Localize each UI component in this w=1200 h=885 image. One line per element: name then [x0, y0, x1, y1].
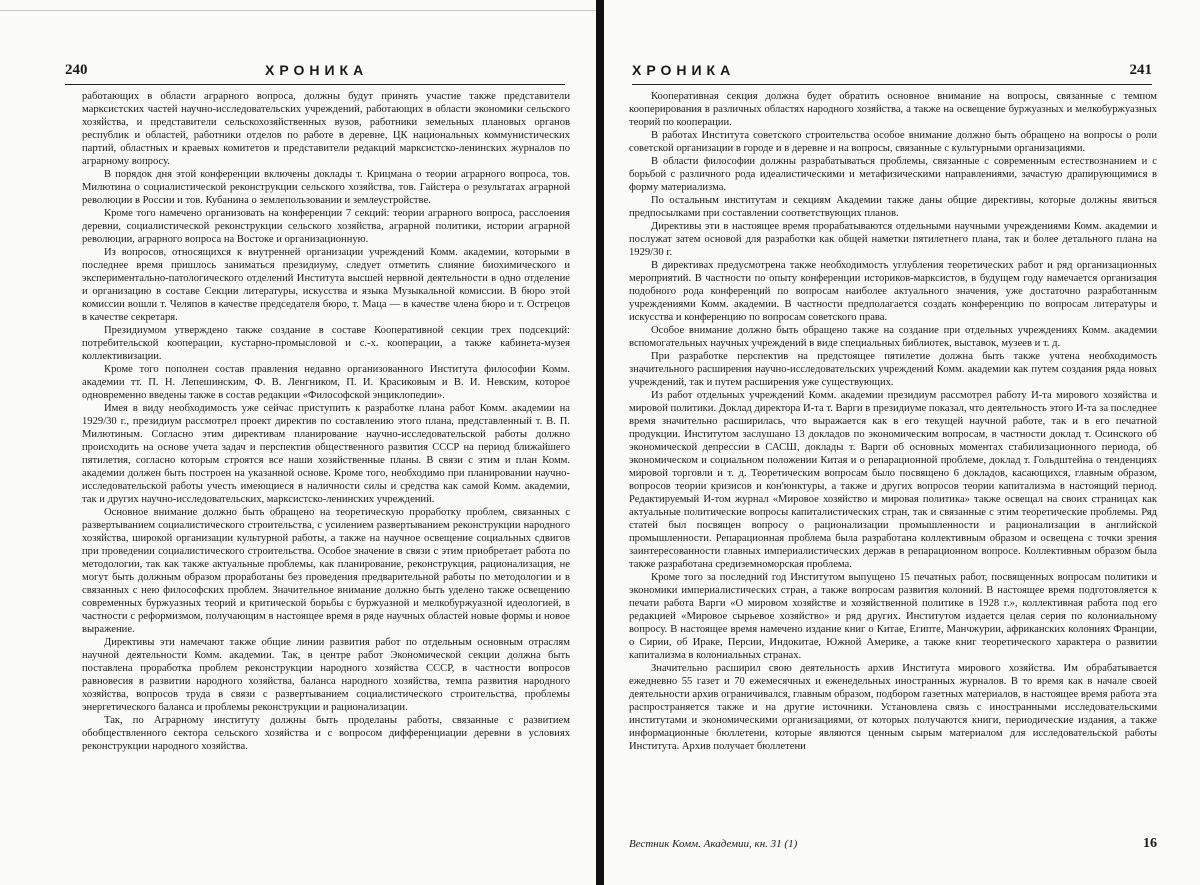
- paragraph: Так, по Аграрному институту должны быть проделаны работы, связанные с развитием обобществленного сектора сельского хозяйства и с вопросом дифференциации деревни в условиях реконструкции народного хозяйства.: [82, 715, 570, 752]
- paragraph: Директивы эти в настоящее время прорабатываются отдельными научными учреждениями Комм. академии и послужат затем основой для разработки как общей наметки пятилетнего плана, так и более детального плана на 1929/30 г.: [629, 221, 1157, 258]
- paragraph: В порядок дня этой конференции включены доклады т. Крицмана о теории аграрного вопроса, тов. Милютина о социалистической реконструкции сельского хозяйства, тов. Гайстера о результатах аграрной революции в России и тов. Кубанина о землепользовании и землеустройстве.: [82, 169, 570, 206]
- scan-edge: [0, 10, 596, 11]
- paragraph: Особое внимание должно быть обращено также на создание при отдельных учреждениях Комм. академии вспомогательных научных учреждений в виде специальных библиотек, выставок, музеев и т. д.: [629, 325, 1157, 349]
- paragraph: В области философии должны разрабатываться проблемы, связанные с современным естествознанием и с борьбой с различного рода идеалистическими и метафизическими направлениями, зачастую драпирующимися в форму материализма.: [629, 156, 1157, 193]
- paragraph: Из работ отдельных учреждений Комм. академии президиум рассмотрел работу И-та мирового хозяйства и мировой политики. Доклад директора И-та т. Варги в президиуме показал, что деятельность этого И-та за последнее время значительно расширилась, что выражается как в его текущей научной работе, так и в его печатной продукции. Институтом заслушано 13 докладов по экономическим вопросам, в частности доклад т. Осинского об экономической депрессии в САСШ, доклады т. Варги об основных моментах стабилизационного периода, об экономическом и социальном положении Китая и о репарационной проблеме, доклад т. Гольдштейна о тенденциях мировой торговли и т. д. Теоретическим вопросам было посвящено 6 докладов, касающихся, главным образом, вопросов теории кризисов и кон'юнктуры, а также и других вопросов теории капитализма в настоящий период. Редактируемый И-том журнал «Мировое хозяйство и мировая политика» также освещал на своих страницах как актуальные политические вопросы капиталистических стран, так и связанные с этим теоретические проблемы. Ряд статей был посвящен вопросу о рационализации промышленности и рационализации в английской промышленности. Репарационная проблема была разработана коллективным образом и освещена с точки зрения заинтересованности главных империалистических держав в репарационном вопросе. Коллективным образом была также разработана средиземноморская проблема.: [629, 390, 1157, 570]
- right-page-header: [632, 62, 1152, 85]
- paragraph: Директивы эти намечают также общие линии развития работ по отдельным основным отраслям научной деятельности Комм. академии. Так, в центре работ Экономической секции должна быть поставлена проработка проблем реконструкции народного хозяйства СССР, в частности вопросов равновесия в развитии народного хозяйства, баланса народного хозяйства, темпа развития народного хозяйства, вопросов труда в связи с развертыванием социалистического строительства, проблемы энергетического баланса и проблемы реконструкции и рационализации.: [82, 637, 570, 713]
- page-number: 241: [1129, 62, 1152, 78]
- paragraph: По остальным институтам и секциям Академии также даны общие директивы, которые должны явиться предпосылками при составлении соответствующих планов.: [629, 195, 1157, 219]
- paragraph: Кроме того за последний год Институтом выпущено 15 печатных работ, посвященных вопросам политики и экономики империалистических стран, а также вопросам развития колоний. В настоящее время подготовляется к печати работа Варги «О мировом хозяйстве и хозяйственной политике в 1928 г.», коллективная работа под его редакцией «Мировое сырьевое хозяйство» и ряд других. Институтом издается целая серия по колониальному вопросу. В настоящее время намечено издание книг о Китае, Египте, Манчжурии, африканских колониях Франции, о Сирии, об Ираке, Персии, Индокитае, Южной Америке, а также книг теоретического характера о развитии капитализма в колониальных странах.: [629, 572, 1157, 661]
- paragraph: При разработке перспектив на предстоящее пятилетие должна быть также учтена необходимость значительного расширения научно-исследовательских учреждений Комм. академии как путем создания ряда новых учреждений, так и путем расширения уже существующих.: [629, 351, 1157, 388]
- running-title: ХРОНИКА: [632, 62, 736, 78]
- paragraph: В директивах предусмотрена также необходимость углубления теоретических работ и ряд организационных мероприятий. В частности по опыту конференции историков-марксистов, в будущем году намечается организация подобного рода конференций по вопросам наиболее актуального значения, уже достаточно разработанным учреждениями Комм. академии. В частности предполагается создать конференцию по вопросам литературы и искусства и конференцию по вопросам советского права.: [629, 260, 1157, 323]
- paragraph: Кооперативная секция должна будет обратить основное внимание на вопросы, связанные с темпом кооперирования в различных областях народного хозяйства, а также на освещение буржуазных и мелкобуржуазных теорий по кооперации.: [629, 91, 1157, 128]
- paragraph: Из вопросов, относящихся к внутренней организации учреждений Комм. академии, которыми в последнее время пришлось заниматься президиуму, следует отметить слияние биохимического и экспериментально-патологического отделений Института высшей нервной деятельности в одно отделение и организацию в составе Секции литературы, искусства и языка Музыкальной комиссии. В бюро этой комиссии вошли т. Челяпов в качестве председателя бюро, т. Маца — в качестве члена бюро и т. Острецов в качестве секретаря.: [82, 247, 570, 323]
- paragraph: Имея в виду необходимость уже сейчас приступить к разработке плана работ Комм. академии на 1929/30 г., президиум рассмотрел проект директив по составлению этого плана, представленный т. В. П. Милютиным. Согласно этим директивам планирование научно-исследовательской работы должно происходить на основе учета задач и перспектив общественного развития СССР на период ближайшего пятилетия, согласно которым строятся все наши хозяйственные планы. В связи с этим и план Комм. академии должен быть построен на указанной основе. Кроме того, необходимо при планировании научно-исследовательской работы учесть имеющиеся в наличности силы и средства как самой Комм. академии, так и других научно-исследовательских, марксистско-ленинских учреждений.: [82, 403, 570, 505]
- left-page-header: [65, 62, 565, 85]
- left-page-body: [82, 90, 570, 753]
- paragraph: Президиумом утверждено также создание в составе Кооперативной секции трех подсекций: потребительской кооперации, кустарно-промысловой и с.-х. кооперации, а также кабинета-музея коллективизации.: [82, 325, 570, 362]
- paragraph: В работах Института советского строительства особое внимание должно быть обращено на вопросы о роли советской организации в городе и в деревне и на вопросы, связанные с культурными организациями.: [629, 130, 1157, 154]
- page-number: 240: [65, 62, 88, 78]
- paragraph: Кроме того пополнен состав правления недавно организованного Института философии Комм. академии тт. П. Н. Лепешинским, Ф. В. Ленгником, П. И. Красиковым и В. И. Невским, которое одновременно введены также в состав редакции «Философской энциклопедии».: [82, 364, 570, 401]
- paragraph: Основное внимание должно быть обращено на теоретическую проработку проблем, связанных с развертыванием социалистического строительства, с усилением развертыванием реконструкции народного хозяйства, широкой организации культурной работы, а также на научное освещение социальных сдвигов при проведении социалистического строительства. Особое значение в связи с этим приобретает работа по методологии, так как также актуальные проблемы, как планирование, реконструкция, рационализация, не могут быть должным образом проработаны без проведения предварительной работы по методологии и в связанных с нею философских проблем. Значительное внимание должно быть уделено также освещению современных буржуазных теорий и критической борьбы с буржуазной и мелкобуржуазной идеологией, в частности с реформизмом, получающим в настоящее время в ряде научных областей новые формы и новое выражение.: [82, 507, 570, 635]
- page-footer: [629, 838, 1157, 854]
- right-page: [604, 0, 1200, 885]
- right-page-body: [629, 90, 1157, 753]
- paragraph: Значительно расширил свою деятельность архив Института мирового хозяйства. Им обрабатывается ежедневно 55 газет и 70 ежемесячных и еженедельных иностранных журналов. В то время как в начале своей деятельности архив ограничивался, главным образом, подбором газетных материалов, в настоящее время работа эта распространяется также и на другие источники. Установлена связь с иностранными исследовательскими институтами и экономическими организациями, от которых получаются книги, периодические издания, а также информационные бюллетени, которые являются ценным сырым материалом для исследовательской работы Института. Архив получает бюллетени: [629, 663, 1157, 752]
- journal-imprint: Вестник Комм. Академии, кн. 31 (1): [629, 838, 798, 850]
- book-gutter: [596, 0, 604, 885]
- paragraph: работающих в области аграрного вопроса, должны будут принять участие также представители марксистских частей научно-исследовательских учреждений, работающих в области экономики сельского хозяйства, и представители сельскохозяйственных вузов, работники земельных плановых органов республик и областей, работники отделов по работе в деревне, ЦК национальных коммунистических партий, областных и краевых комитетов и представители редакций марксистско-ленинских журналов по аграрному вопросу.: [82, 91, 570, 167]
- running-title: ХРОНИКА: [265, 62, 369, 78]
- paragraph: Кроме того намечено организовать на конференции 7 секций: теории аграрного вопроса, расслоения деревни, социалистической реконструкции сельского хозяйства, аграрной политики, истории аграрной революции, аграрного вопроса на Востоке и организационную.: [82, 208, 570, 245]
- signature-mark: 16: [1143, 836, 1157, 851]
- left-page: [0, 0, 596, 885]
